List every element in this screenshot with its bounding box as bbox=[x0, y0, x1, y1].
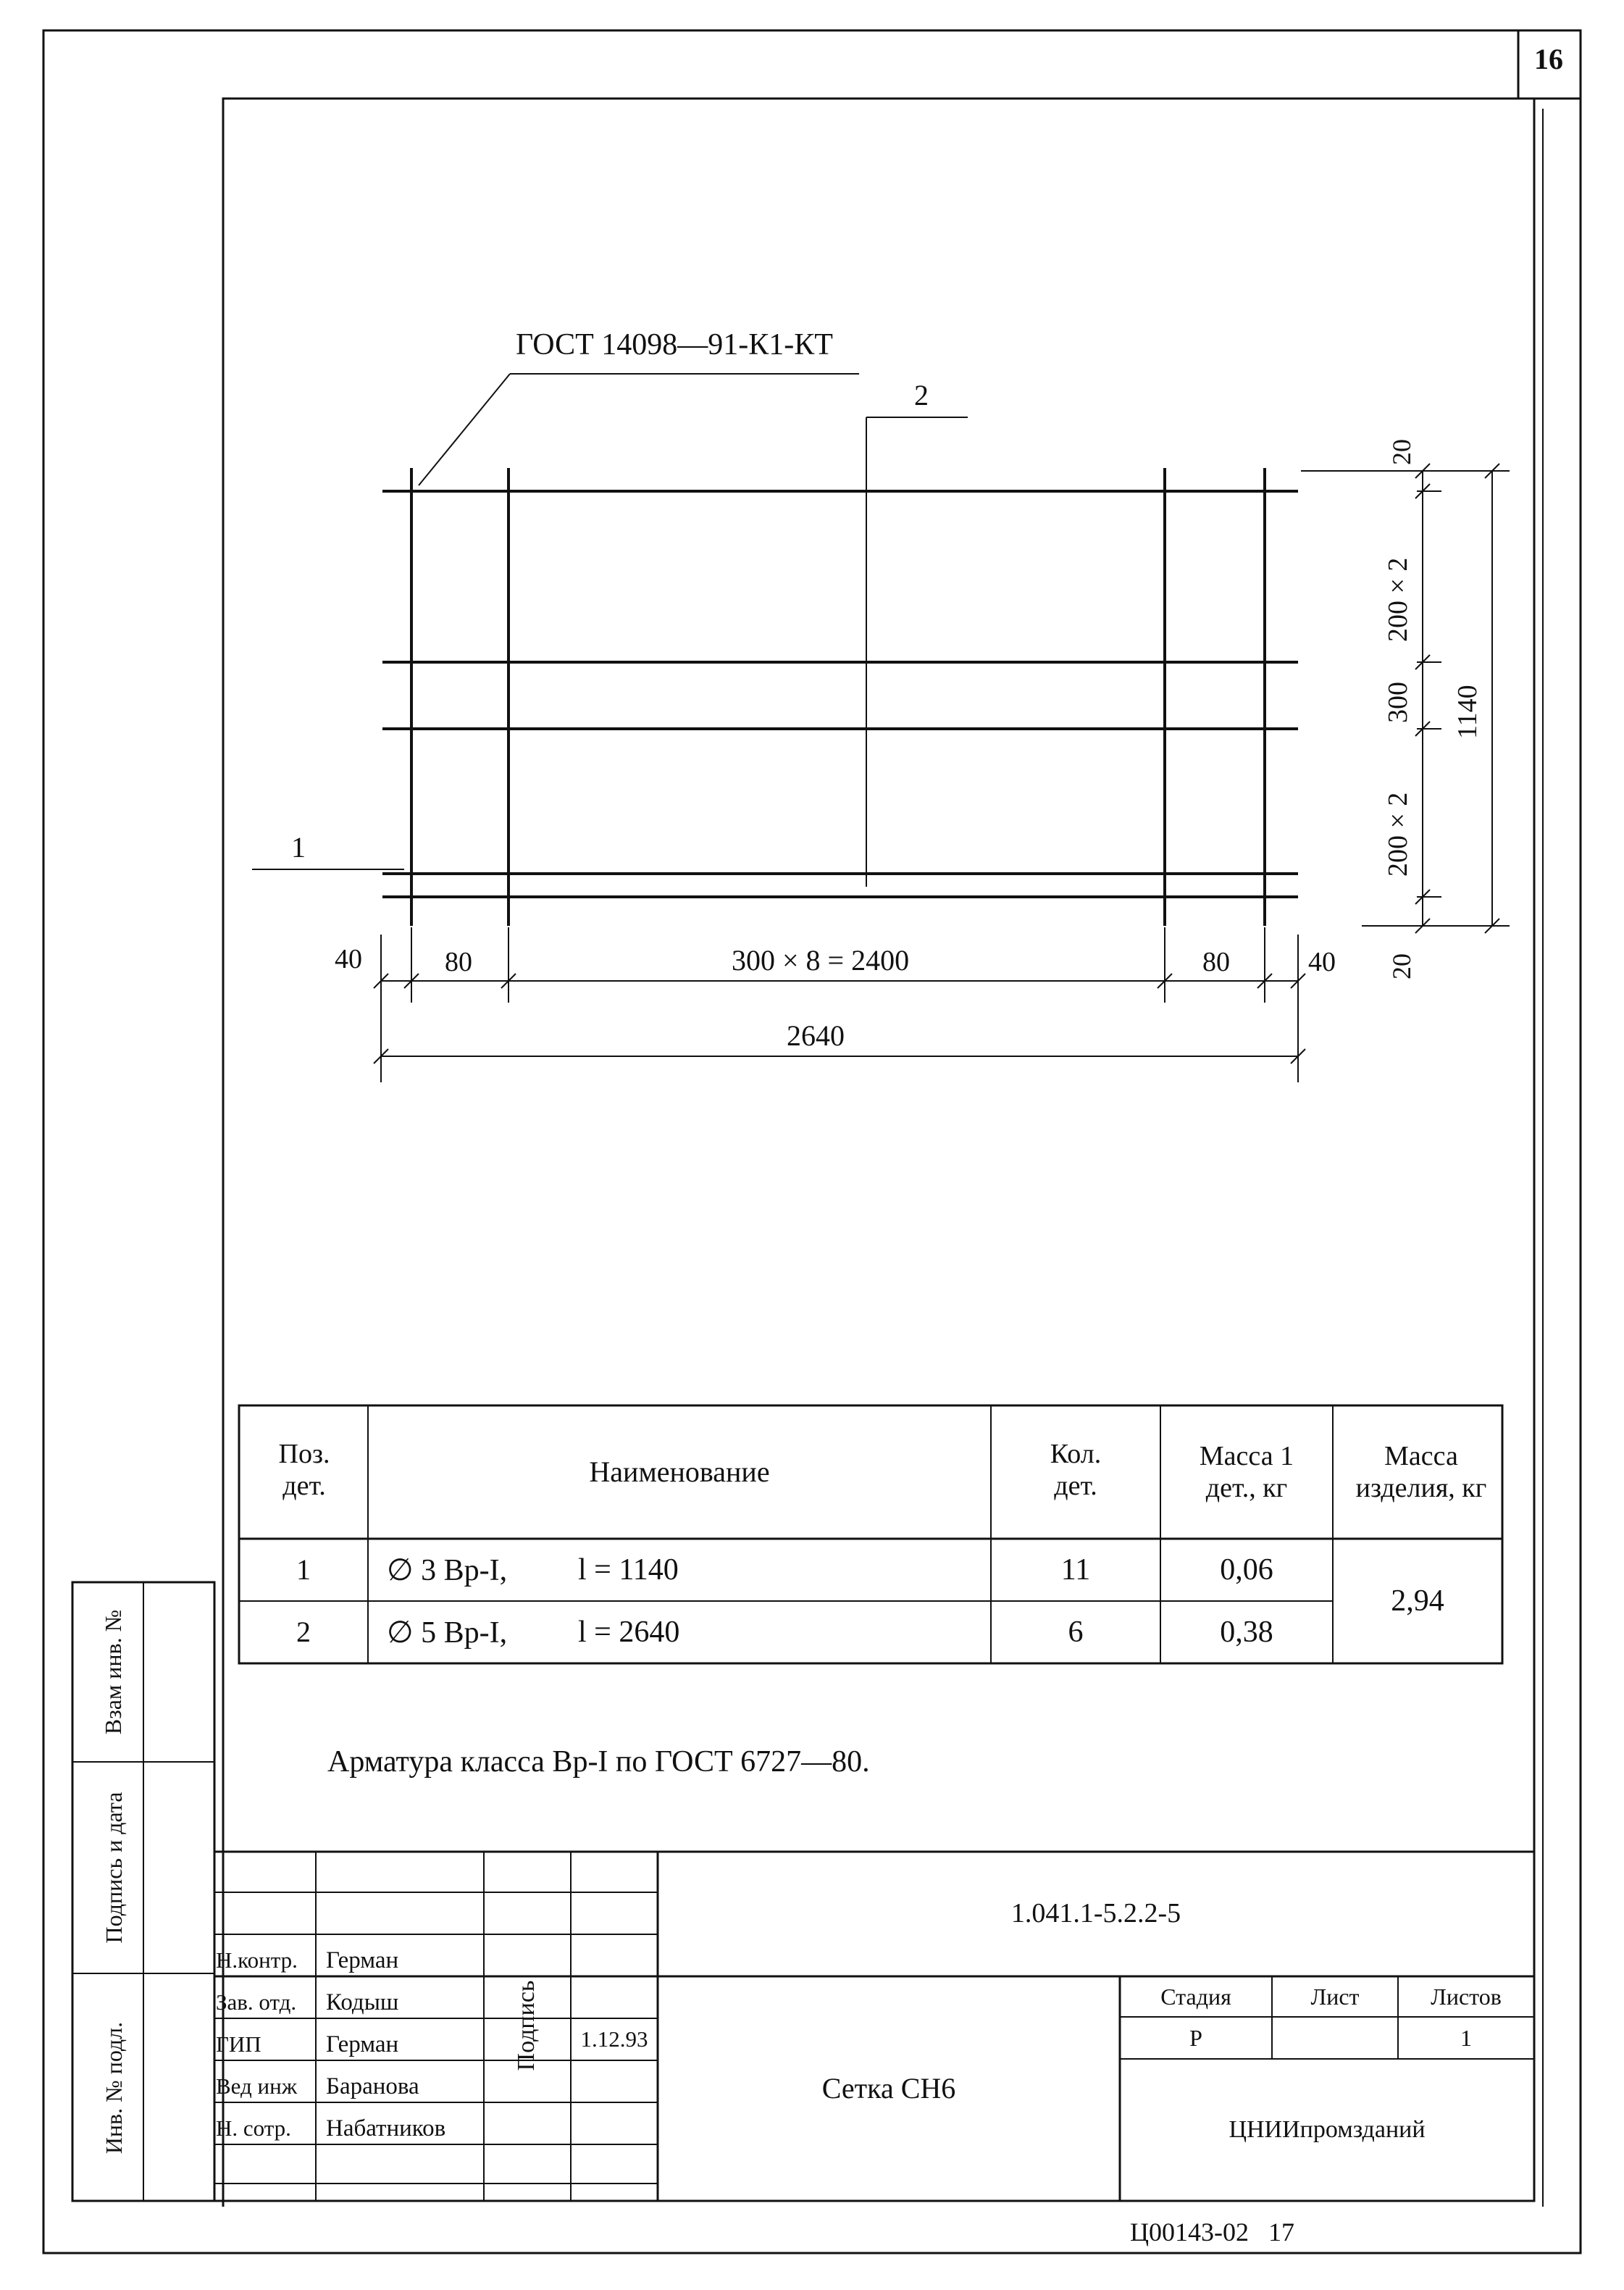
name-2: Кодыш bbox=[326, 1989, 399, 2015]
role-2: Зав. отд. bbox=[216, 1989, 297, 2015]
side-stamp-signature-date: Подпись и дата bbox=[101, 1792, 127, 1944]
row1-name bbox=[377, 1539, 985, 1601]
dim-bottom-edge: 20 bbox=[1387, 953, 1416, 979]
stage-value: Р bbox=[1189, 2024, 1202, 2051]
row2-name bbox=[377, 1601, 985, 1663]
page-number: 16 bbox=[1534, 43, 1563, 75]
row2-length: l = 2640 bbox=[578, 1616, 680, 1649]
row1-mass: 0,06 bbox=[1220, 1553, 1273, 1587]
sheets-value: 1 bbox=[1460, 2024, 1472, 2051]
row1-length: l = 1140 bbox=[578, 1553, 679, 1587]
name-5: Набатников bbox=[326, 2115, 446, 2141]
footer-code: Ц00143-02 17 bbox=[1130, 2218, 1294, 2247]
header-quantity: Кол. дет. bbox=[1050, 1439, 1102, 1501]
sheet-value bbox=[1272, 2017, 1398, 2059]
stage-header: Стадия bbox=[1160, 1983, 1231, 2010]
dim-total-length: 2640 bbox=[787, 1019, 845, 1052]
header-position: Поз. дет. bbox=[278, 1439, 330, 1501]
role-4: Вед инж bbox=[216, 2073, 298, 2099]
approval-date: 1.12.93 bbox=[580, 2026, 648, 2052]
signature-header: Подпись bbox=[513, 1980, 540, 2071]
row2-diameter: ∅ 5 Вр-I, bbox=[387, 1616, 508, 1650]
side-stamp-inventory: Инв. № подл. bbox=[101, 2021, 127, 2155]
sheets-header: Листов bbox=[1431, 1983, 1502, 2010]
name-3: Герман bbox=[326, 2031, 399, 2057]
role-1: Н.контр. bbox=[216, 1947, 298, 1973]
callout-2: 2 bbox=[914, 379, 929, 411]
dim-total-width: 1140 bbox=[1452, 685, 1483, 739]
dim-right-edge: 40 bbox=[1308, 947, 1336, 977]
side-stamp-replacement: Взам инв. № bbox=[100, 1609, 126, 1735]
name-1: Герман bbox=[326, 1947, 399, 1973]
dim-middle: 300 × 8 = 2400 bbox=[732, 944, 910, 977]
row2-position: 2 bbox=[296, 1616, 311, 1648]
dim-top-edge: 20 bbox=[1387, 439, 1416, 465]
role-3: ГИП bbox=[216, 2031, 261, 2057]
header-mass-one: Масса 1 дет., кг bbox=[1199, 1441, 1294, 1503]
mass-total-value: 2,94 bbox=[1391, 1584, 1444, 1618]
dim-middle-vertical: 300 bbox=[1383, 682, 1413, 723]
header-name: Наименование bbox=[589, 1455, 770, 1488]
row1-position: 1 bbox=[296, 1553, 311, 1586]
document-code: 1.041.1-5.2.2-5 bbox=[1010, 1898, 1181, 1929]
sheet-header: Лист bbox=[1310, 1983, 1360, 2010]
dim-upper: 200 × 2 bbox=[1383, 557, 1413, 642]
row1-quantity: 11 bbox=[1060, 1553, 1091, 1587]
role-5: Н. сотр. bbox=[216, 2115, 291, 2141]
dim-left-edge: 40 bbox=[335, 944, 362, 974]
row2-quantity: 6 bbox=[1068, 1615, 1084, 1649]
product-name: Сетка СН6 bbox=[821, 2072, 956, 2105]
dim-lower: 200 × 2 bbox=[1383, 792, 1413, 877]
reinforcement-note: Арматура класса Вр-I по ГОСТ 6727—80. bbox=[327, 1745, 870, 1779]
header-mass-total: Масса изделия, кг bbox=[1355, 1441, 1487, 1503]
dim-right-gap: 80 bbox=[1202, 947, 1230, 977]
callout-1: 1 bbox=[291, 831, 306, 864]
organization: ЦНИИпромзданий bbox=[1229, 2116, 1426, 2144]
name-4: Баранова bbox=[326, 2073, 419, 2099]
row2-mass: 0,38 bbox=[1220, 1615, 1273, 1649]
gost-label: ГОСТ 14098—91-К1-КТ bbox=[516, 328, 833, 362]
row1-diameter: ∅ 3 Вр-I, bbox=[387, 1554, 508, 1587]
dim-left-gap: 80 bbox=[445, 947, 472, 977]
